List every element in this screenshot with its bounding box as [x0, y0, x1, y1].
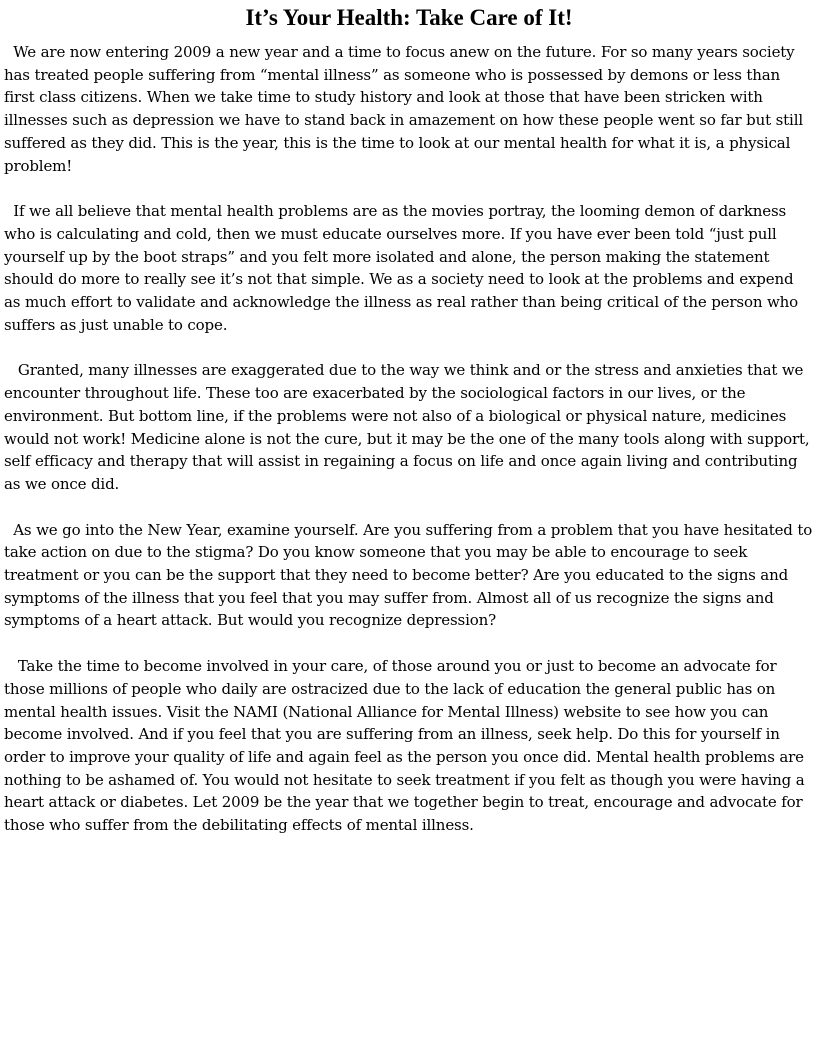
paragraph-1: We are now entering 2009 a new year and a time to focus anew on the future. For so many years society has treated people suffering from “mental illness” as someone who is possessed by demons or less than first class citizens. When we take time to study history and look at those that have been stricken with illnesses such as depression we have to stand back in amazement on how these people went so far but still suffered as they did. This is the year, this is the time to look at our mental health for what it is, a physical problem! [4, 43, 808, 175]
paragraph-2: If we all believe that mental health problems are as the movies portray, the looming demon of darkness who is calculating and cold, then we must educate ourselves more. If you have ever been told “just pull yourself up by the boot straps” and you felt more isolated and alone, the person making the statement should do more to really see it’s not that simple. We as a society need to look at the problems and expend as much effort to validate and acknowledge the illness as real rather than being critical of the person who suffers as just unable to cope. [4, 202, 803, 334]
paragraph-3: Granted, many illnesses are exaggerated due to the way we think and or the stress and anxieties that we encounter throughout life. These too are exacerbated by the sociological factors in our lives, or the environment. But bottom line, if the problems were not also of a biological or physical nature, medicines would not work! Medicine alone is not the cure, but it may be the one of the many tools along with support, self efficacy and therapy that will assist in regaining a focus on life and once again living and contributing as we once did. [4, 361, 815, 493]
document-page [4, 4, 817, 860]
paragraph-4: As we go into the New Year, examine yourself. Are you suffering from a problem that you have hesitated to take action on due to the stigma? Do you know someone that you may be able to encourage to seek treatment or you can be the support that they need to become better? Are you educated to the signs and symptoms of the illness that you feel that you may suffer from. Almost all of us recognize the signs and symptoms of a heart attack. But would you recognize depression? [4, 520, 817, 630]
document-title: It’s Your Health: Take Care of It! [245, 5, 573, 30]
paragraph-5: Take the time to become involved in your care, of those around you or just to become an advocate for those millions of people who daily are ostracized due to the lack of education the general public has on mental health issues. Visit the NAMI (National Alliance for Mental Illness) website to see how you can become involved. And if you feel that you are suffering from an illness, seek help. Do this for yourself in order to improve your quality of life and again feel as the person you once did. Mental health problems are nothing to be ashamed of. You would not hesitate to seek treatment if you felt as though you were having a heart attack or diabetes. Let 2009 be the year that we together begin to treat, encourage and advocate for those who suffer from the debilitating effects of mental illness. [4, 657, 810, 835]
